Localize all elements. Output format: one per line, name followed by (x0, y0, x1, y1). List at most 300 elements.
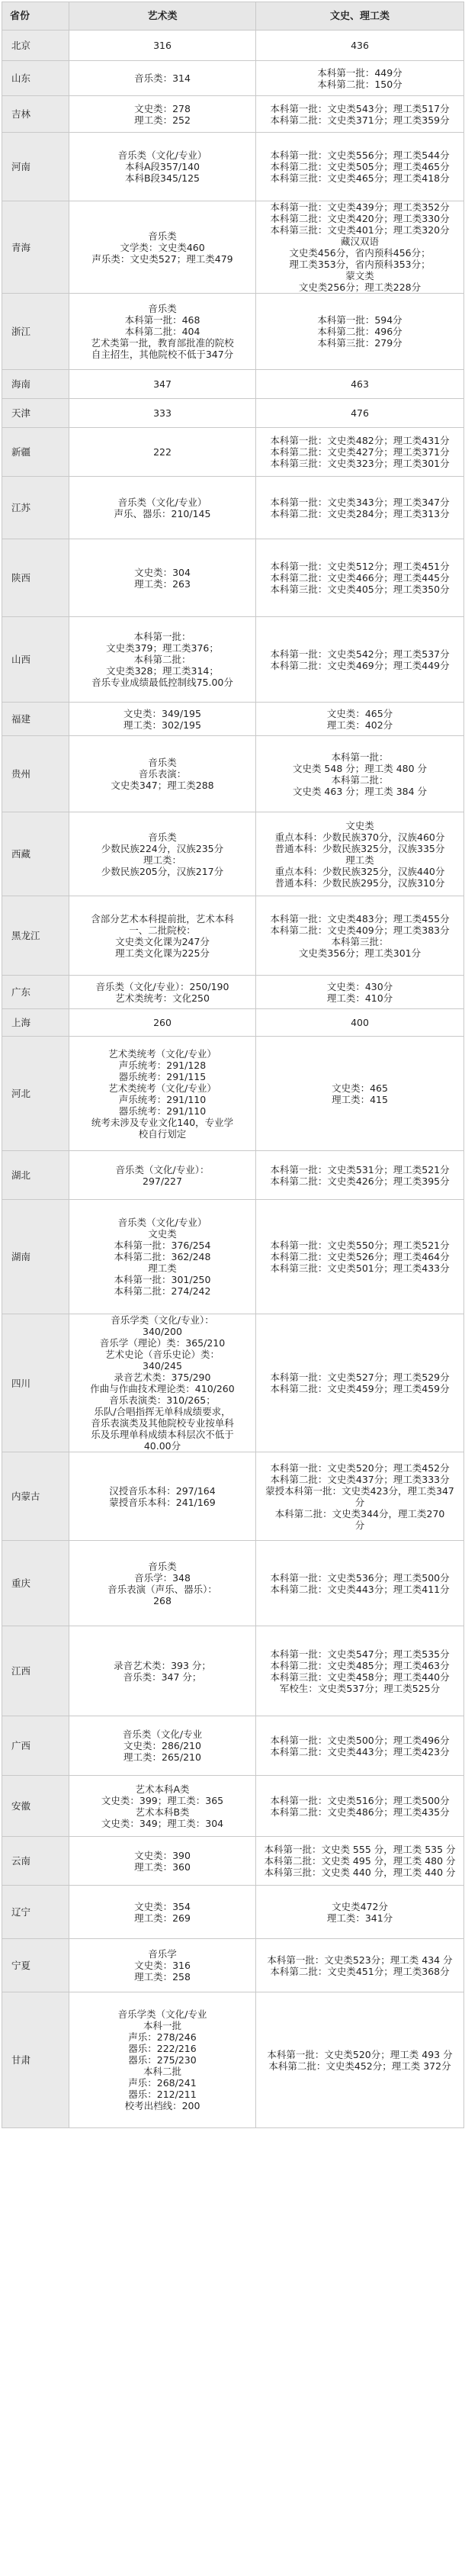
general-cell (256, 1037, 464, 1151)
cell-line: 476 (351, 407, 369, 419)
art-cell (69, 1037, 256, 1151)
province-cell: 浙江 (2, 294, 69, 370)
cell-line: 音乐类（文化/专业） (117, 1217, 207, 1228)
cell-line: 本科第三批：文史类323分；理工类301分 (270, 458, 450, 469)
cell-line: 蒙授本科第一批：文史类423分，理工类347 (265, 1484, 454, 1497)
cell-line: 本科第二批： (133, 654, 191, 665)
table-row (2, 428, 464, 477)
cell-line: 本科第一批：文史类523分；理工类 434 分 (267, 1954, 453, 1966)
cell-line: 436 (351, 40, 369, 51)
cell-line: 声乐类：文史类527；理工类479 (91, 252, 233, 265)
cell-line: 普通本科：少数民族295分，汉族310分 (274, 876, 445, 889)
cell-line: 艺术类第一批，教育部批准的院校 (91, 337, 234, 349)
table-row (2, 1452, 464, 1541)
general-cell (256, 1776, 464, 1837)
cell-line: 本科第一批：文史类520分；理工类452分 (270, 1462, 450, 1474)
table-row (2, 1151, 464, 1200)
cell-line: 文史类456分，省内预科456分； (289, 247, 431, 259)
cell-line: 本科第一批：376/254 (114, 1240, 211, 1251)
cell-line: 本科第一批：文史类547分；理工类535分 (270, 1648, 450, 1660)
cell-line: 文史类：390 (134, 1849, 191, 1861)
art-cell (69, 976, 256, 1009)
cell-line: 本科第一批：文史类520分；理工类 493 分 (267, 2048, 453, 2060)
table-row (2, 812, 464, 896)
cell-line: 文史类：316 (134, 1960, 191, 1971)
art-cell (69, 477, 256, 539)
cell-line: 本科第一批：文史类343分；理工类347分 (270, 496, 450, 508)
table-row (2, 399, 464, 428)
cell-line: 本科第三批：文史类458分；理工类440分 (270, 1671, 450, 1683)
cell-line: 文史类：349/195 (123, 707, 201, 719)
cell-line: 声乐、器乐：210/145 (114, 507, 211, 519)
table-row (2, 736, 464, 812)
art-cell (69, 1541, 256, 1626)
cell-line: 本科第三批： (331, 935, 389, 947)
cell-line: 音乐类（文化/专业） (117, 496, 207, 508)
art-cell (69, 617, 256, 703)
cell-line: 400 (351, 1017, 369, 1028)
art-cell (69, 201, 256, 294)
cell-line: 文学类：文史类460 (120, 241, 205, 253)
cell-line: 少数民族224分，汉族235分 (101, 842, 224, 854)
cell-line: 校考出档线：200 (124, 2100, 200, 2111)
cell-line: 音乐类 (148, 303, 177, 314)
cell-line: 音乐学类（文化/专业 (117, 2008, 207, 2020)
cell-line: 音乐学 (148, 1948, 177, 1960)
cell-line: 分 (354, 1496, 365, 1508)
province-cell: 湖北 (2, 1151, 69, 1200)
cell-line: 347 (153, 378, 172, 390)
general-cell (256, 133, 464, 201)
cell-line: 文史类文化课为247分 (115, 935, 210, 947)
cell-line: 少数民族205分，汉族217分 (101, 865, 224, 877)
table-row (2, 1716, 464, 1776)
cell-line: 自主招生，其他院校不低于347分 (91, 349, 234, 360)
cell-line: 音乐类 (148, 757, 177, 768)
general-cell (256, 201, 464, 294)
cell-line: 本科第二批：496分 (317, 326, 402, 337)
cell-line: 器乐统考：291/115 (118, 1070, 207, 1082)
cell-line: 本科第一批：文史类 555 分，理工类 535 分 (264, 1844, 456, 1855)
art-cell (69, 133, 256, 201)
province-cell: 山西 (2, 617, 69, 703)
province-cell: 西藏 (2, 812, 69, 896)
art-cell (69, 1992, 256, 2128)
cell-line: 校自行划定 (138, 1127, 187, 1140)
cell-line: 声乐统考：291/110 (118, 1093, 207, 1105)
general-cell (256, 1626, 464, 1716)
cell-line: 文史类 (148, 1228, 177, 1240)
art-cell (69, 539, 256, 617)
cell-line: 本科第二批：文史类452分；理工类 372分 (268, 2060, 451, 2072)
cell-line: 文史类：286/210 (123, 1740, 201, 1751)
cell-line: 文史类356分；理工类301分 (298, 947, 422, 959)
general-cell (256, 477, 464, 539)
cell-line: 音乐表演类：310/265； (109, 1394, 216, 1406)
cell-line: 本科第一批：301/250 (114, 1274, 211, 1285)
province-cell: 安徽 (2, 1776, 69, 1837)
province-cell: 黑龙江 (2, 896, 69, 976)
cell-line: 本科第三批：文史类 440 分，理工类 440 分 (264, 1867, 456, 1878)
cell-line: 艺术类统考：文化250 (115, 992, 210, 1004)
cell-line: 本科第二批：文史类344分，理工类270 (274, 1507, 445, 1520)
cell-line: 本科第一批：文史类500分；理工类496分 (270, 1734, 450, 1746)
art-cell (69, 399, 256, 428)
province-cell: 河北 (2, 1037, 69, 1151)
cell-line: 艺术类统考（文化/专业） (108, 1082, 216, 1094)
cell-line: 录音艺术类：375/290 (114, 1372, 211, 1383)
cell-line: 文史类：349；理工类：304 (101, 1817, 224, 1829)
cell-line: 蒙授音乐本科：241/169 (109, 1496, 216, 1508)
art-cell (69, 1009, 256, 1037)
cell-line: 本科第二批：文史类451分；理工类368分 (270, 1965, 450, 1977)
cell-line: 音乐表演（声乐、器乐）： (107, 1583, 217, 1595)
table-row (2, 1776, 464, 1837)
cell-line: 理工类：252 (134, 114, 191, 126)
cell-line: 本科第一批：文史类550分；理工类521分 (270, 1240, 450, 1251)
cell-line: 含部分艺术本科提前批，艺术本科 (91, 912, 234, 925)
province-cell: 北京 (2, 31, 69, 61)
cell-line: 本科第二批：362/248 (114, 1251, 211, 1262)
province-cell: 天津 (2, 399, 69, 428)
cell-line: 文史类：465分 (326, 707, 393, 719)
cell-line: 本科第一批：文史类536分；理工类500分 (270, 1571, 450, 1584)
art-cell (69, 1626, 256, 1716)
province-cell: 甘肃 (2, 1992, 69, 2128)
cell-line: 理工类：269 (134, 1912, 191, 1924)
province-cell: 青海 (2, 201, 69, 294)
cell-line: 艺术史论（音乐史论）类： (104, 1349, 220, 1360)
art-cell (69, 736, 256, 812)
cell-line: 本科第二批：文史类485分；理工类463分 (270, 1659, 450, 1671)
province-cell: 吉林 (2, 96, 69, 133)
cell-line: 蒙文类 (345, 270, 374, 281)
cell-line: 艺术类统考（文化/专业） (108, 1047, 216, 1060)
cell-line: 声乐统考：291/128 (118, 1059, 207, 1071)
province-cell: 广西 (2, 1716, 69, 1776)
art-cell (69, 31, 256, 61)
general-cell (256, 1151, 464, 1200)
cell-line: 本科第三批：文史类405分；理工类350分 (270, 584, 450, 595)
cell-line: 普通本科：少数民族325分，汉族335分 (274, 842, 445, 854)
art-cell (69, 1314, 256, 1452)
cell-line: 333 (153, 407, 172, 419)
province-cell: 海南 (2, 370, 69, 399)
province-cell: 上海 (2, 1009, 69, 1037)
general-cell (256, 61, 464, 96)
general-cell (256, 539, 464, 617)
header-province: 省份 (2, 2, 69, 31)
cell-line: 音乐类：347 分； (123, 1671, 202, 1683)
cell-line: 本科第二批：文史类505分；理工类465分 (270, 161, 450, 172)
cell-line: 本科第一批：449分 (317, 66, 402, 79)
general-cell (256, 1837, 464, 1886)
cell-line: 理工类 (148, 1262, 177, 1274)
cell-line: 268 (153, 1594, 172, 1606)
art-cell (69, 96, 256, 133)
cell-line: 本科二批 (143, 2066, 181, 2077)
table-header-row (2, 2, 464, 31)
cell-line: 音乐表演： (138, 768, 187, 780)
cell-line: 本科第二批：文史类420分；理工类330分 (270, 213, 450, 224)
table-row (2, 370, 464, 399)
cell-line: 音乐类（文化/专业）： (115, 1163, 210, 1175)
cell-line: 本科第三批：279分 (317, 337, 402, 349)
cell-line: 本科第二批：文史类443分；理工类411分 (270, 1583, 450, 1595)
cell-line: 音乐类（文化/专业）：250/190 (95, 980, 229, 992)
cell-line: 文史类379；理工类376； (106, 642, 219, 654)
cell-line: 藏汉双语 (340, 236, 379, 247)
cell-line: 音乐类 (148, 831, 177, 843)
table-row (2, 1939, 464, 1992)
cell-line: 本科第二批：文史类469分；理工类449分 (270, 659, 450, 671)
art-cell (69, 1939, 256, 1992)
art-cell (69, 812, 256, 896)
general-cell (256, 399, 464, 428)
cell-line: 本科第一批：文史类483分；理工类455分 (270, 912, 450, 925)
cell-line: 音乐类 (148, 1560, 177, 1572)
art-cell (69, 896, 256, 976)
table-row (2, 477, 464, 539)
cell-line: 音乐学类（文化/专业）： (111, 1314, 214, 1326)
art-cell (69, 1837, 256, 1886)
cell-line: 理工类文化课为225分 (115, 947, 210, 959)
province-cell: 江苏 (2, 477, 69, 539)
table-row (2, 31, 464, 61)
general-cell (256, 703, 464, 736)
cell-line: 本科第二批：文史类371分；理工类359分 (270, 114, 450, 126)
cell-line: 本科第一批：468 (124, 314, 200, 326)
general-cell (256, 1314, 464, 1452)
cell-line: 理工类：341分 (326, 1912, 393, 1924)
cell-line: 理工类：263 (134, 577, 191, 590)
cell-line: 艺术本科A类 (135, 1783, 190, 1795)
art-cell (69, 370, 256, 399)
cell-line: 本科第一批：文史类543分；理工类517分 (270, 102, 450, 114)
cell-line: 理工类：360 (134, 1860, 191, 1873)
general-cell (256, 976, 464, 1009)
general-cell (256, 736, 464, 812)
cell-line: 音乐学（理论）类：365/210 (99, 1337, 226, 1349)
cell-line: 乐及乐理单科成绩本科层次不低于 (91, 1429, 234, 1440)
art-cell (69, 1716, 256, 1776)
province-cell: 云南 (2, 1837, 69, 1886)
province-cell: 宁夏 (2, 1939, 69, 1992)
cell-line: 本科第三批：文史类501分；理工类433分 (270, 1262, 450, 1274)
cell-line: 分 (354, 1519, 365, 1531)
cell-line: 器乐统考：291/110 (118, 1105, 207, 1117)
cell-line: 文史类 463 分；理工类 384 分 (292, 785, 428, 797)
cell-line: 文史类256分；理工类228分 (298, 281, 422, 293)
general-cell (256, 1886, 464, 1939)
cell-line: 器乐：222/216 (128, 2043, 197, 2054)
cell-line: 统考未涉及专业文化140，专业学 (91, 1116, 234, 1128)
cell-line: 本科第一批：文史类439分；理工类352分 (270, 201, 450, 213)
cell-line: 本科一批 (143, 2020, 181, 2031)
table-row (2, 294, 464, 370)
cell-line: 316 (153, 40, 172, 51)
cell-line: 汉授音乐本科：297/164 (109, 1484, 216, 1497)
table-row (2, 976, 464, 1009)
score-table (2, 2, 464, 2128)
cell-line: 理工类：265/210 (123, 1751, 201, 1763)
cell-line: 文史类：354 (134, 1900, 191, 1912)
cell-line: 文史类328；理工类314； (106, 665, 219, 677)
cell-line: 文史类 548 分；理工类 480 分 (292, 762, 428, 774)
general-cell (256, 1939, 464, 1992)
general-cell (256, 370, 464, 399)
cell-line: 一、二批院校： (129, 924, 196, 936)
cell-line: 本科第二批：文史类443分；理工类423分 (270, 1745, 450, 1758)
cell-line: 重点本科：少数民族325分，汉族440分 (274, 865, 445, 877)
cell-line: 音乐类：314 (134, 72, 191, 84)
cell-line: 录音艺术类：393 分； (114, 1659, 211, 1671)
province-cell: 贵州 (2, 736, 69, 812)
table-row (2, 96, 464, 133)
cell-line: 文史类347；理工类288 (111, 780, 214, 791)
province-cell: 湖南 (2, 1200, 69, 1314)
cell-line: 文史类472分 (332, 1900, 388, 1912)
table-row (2, 1886, 464, 1939)
table-row (2, 1314, 464, 1452)
header-art: 艺术类 (69, 2, 256, 31)
table-row (2, 61, 464, 96)
cell-line: 本科第三批：文史类465分；理工类418分 (270, 172, 450, 184)
cell-line: 本科第一批：文史类516分；理工类500分 (270, 1794, 450, 1806)
cell-line: 音乐学：348 (134, 1571, 191, 1584)
cell-line: 本科第二批：文史类466分；理工类445分 (270, 572, 450, 584)
cell-line: 文史类：304 (134, 566, 191, 578)
cell-line: 本科第二批：文史类437分；理工类333分 (270, 1473, 450, 1485)
province-cell: 江西 (2, 1626, 69, 1716)
cell-line: 声乐：278/246 (128, 2031, 197, 2043)
cell-line: 器乐：275/230 (128, 2054, 197, 2066)
province-cell: 辽宁 (2, 1886, 69, 1939)
art-cell (69, 1776, 256, 1837)
general-cell (256, 812, 464, 896)
province-cell: 陕西 (2, 539, 69, 617)
province-cell: 新疆 (2, 428, 69, 477)
cell-line: 器乐：212/211 (128, 2089, 197, 2100)
general-cell (256, 1452, 464, 1541)
general-cell (256, 31, 464, 61)
cell-line: 音乐类 (148, 230, 177, 242)
cell-line: 340/245 (143, 1360, 182, 1372)
cell-line: 音乐表演类及其他院校专业按单科 (91, 1417, 234, 1429)
cell-line: 音乐类（文化/专业） (117, 150, 207, 161)
cell-line: 文史类：430分 (326, 980, 393, 992)
cell-line: 音乐类（文化/专业 (122, 1729, 203, 1740)
cell-line: 463 (351, 378, 369, 390)
cell-line: 40.00分 (143, 1440, 181, 1452)
table-row (2, 617, 464, 703)
art-cell (69, 1200, 256, 1314)
cell-line: 理工类：258 (134, 1971, 191, 1983)
general-cell (256, 1200, 464, 1314)
cell-line: 军校生：文史类537分；理工类525分 (279, 1682, 441, 1694)
art-cell (69, 1886, 256, 1939)
cell-line: 本科第二批：404 (124, 326, 200, 337)
table-row (2, 1992, 464, 2128)
cell-line: 理工类： (143, 854, 181, 866)
cell-line: 本科第一批：文史类527分；理工类529分 (270, 1372, 450, 1383)
general-cell (256, 1541, 464, 1626)
cell-line: 本科第二批：文史类486分；理工类435分 (270, 1806, 450, 1818)
cell-line: 作曲与作曲技术理论类：410/260 (90, 1383, 235, 1394)
cell-line: 本科第二批：文史类526分；理工类464分 (270, 1251, 450, 1262)
cell-line: 本科第二批： (331, 773, 389, 786)
table-row (2, 703, 464, 736)
province-cell: 福建 (2, 703, 69, 736)
table-row (2, 1037, 464, 1151)
cell-line: 本科第一批：文史类531分；理工类521分 (270, 1163, 450, 1175)
cell-line: 理工类：410分 (326, 992, 393, 1004)
cell-line: 本科第一批：文史类556分；理工类544分 (270, 150, 450, 161)
cell-line: 本科第一批： (133, 631, 191, 642)
general-cell (256, 1716, 464, 1776)
cell-line: 本科第一批：文史类482分；理工类431分 (270, 435, 450, 446)
cell-line: 本科第二批：文史类427分；理工类371分 (270, 446, 450, 458)
cell-line: 222 (153, 446, 172, 458)
province-cell: 山东 (2, 61, 69, 96)
cell-line: 本科第二批：文史类409分；理工类383分 (270, 924, 450, 936)
cell-line: 理工类 (345, 854, 374, 866)
general-cell (256, 96, 464, 133)
cell-line: 340/200 (143, 1326, 182, 1337)
cell-line: 重点本科：少数民族370分，汉族460分 (274, 831, 445, 843)
cell-line: 本科第二批：文史类284分；理工类313分 (270, 507, 450, 519)
art-cell (69, 428, 256, 477)
art-cell (69, 61, 256, 96)
cell-line: 本科第二批：文史类426分；理工类395分 (270, 1175, 450, 1187)
cell-line: 文史类：399；理工类：365 (101, 1794, 224, 1806)
table-row (2, 1200, 464, 1314)
cell-line: 理工类：402分 (326, 719, 393, 731)
general-cell (256, 1992, 464, 2128)
cell-line: 本科A段357/140 (125, 161, 200, 172)
general-cell (256, 294, 464, 370)
general-cell (256, 617, 464, 703)
cell-line: 本科第一批：文史类512分；理工类451分 (270, 561, 450, 572)
cell-line: 260 (153, 1017, 172, 1028)
province-cell: 内蒙古 (2, 1452, 69, 1541)
header-general: 文史、理工类 (256, 2, 464, 31)
general-cell (256, 896, 464, 976)
general-cell (256, 428, 464, 477)
cell-line: 本科第二批：150分 (317, 78, 402, 90)
cell-line: 297/227 (143, 1175, 182, 1187)
cell-line: 乐队/合唱指挥无单科成绩要求， (94, 1406, 231, 1417)
cell-line: 文史类：278 (134, 102, 191, 114)
cell-line: 音乐专业成绩最低控制线75.00分 (91, 677, 233, 688)
cell-line: 本科第一批： (331, 751, 389, 763)
province-cell: 河南 (2, 133, 69, 201)
table-body (2, 31, 464, 2128)
cell-line: 声乐：268/241 (128, 2077, 197, 2089)
cell-line: 本科第三批：文史类401分；理工类320分 (270, 224, 450, 236)
cell-line: 理工类：415 (332, 1093, 388, 1105)
cell-line: 理工类：302/195 (123, 719, 201, 731)
table-row (2, 1541, 464, 1626)
cell-line: 本科第一批：594分 (317, 314, 402, 326)
province-cell: 重庆 (2, 1541, 69, 1626)
table-row (2, 896, 464, 976)
table-row (2, 133, 464, 201)
cell-line: 艺术本科B类 (135, 1806, 190, 1818)
province-cell: 四川 (2, 1314, 69, 1452)
cell-line: 理工类353分，省内预科353分； (289, 259, 431, 270)
province-cell: 广东 (2, 976, 69, 1009)
